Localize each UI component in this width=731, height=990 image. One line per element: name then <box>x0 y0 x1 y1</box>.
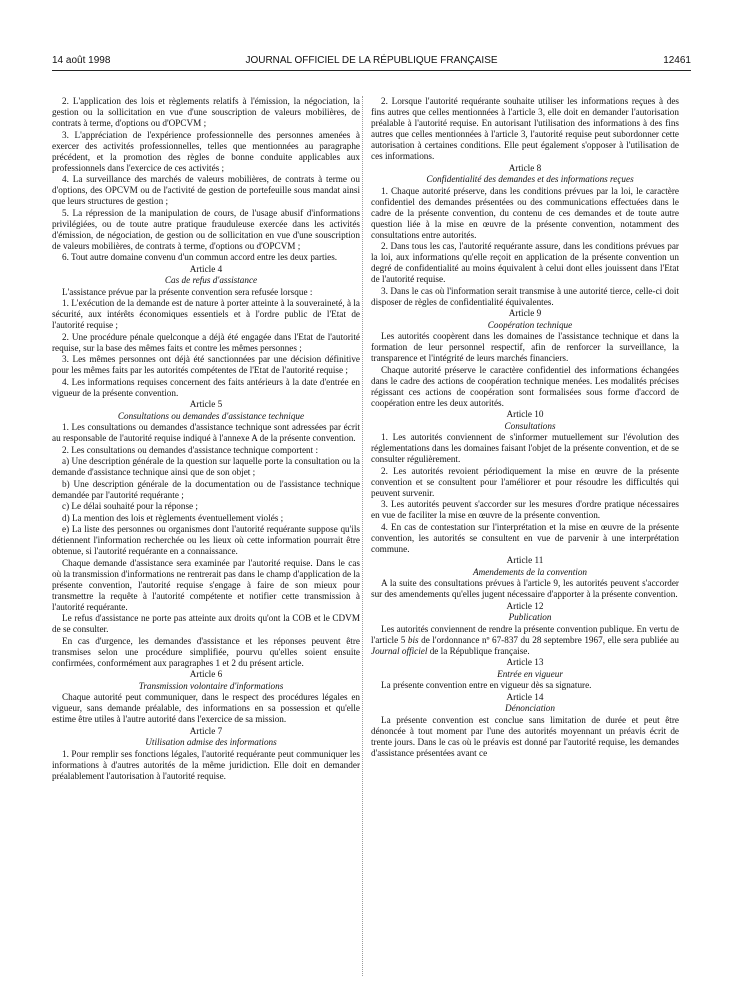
text-run-italic: Journal officiel <box>371 645 428 656</box>
paragraph: Chaque demande d'assistance sera examinée par l'autorité requise. Dans le cas où la transmission d'informations ne rentrerait pas dans le champ d'application de la présente convention, l'autorité requise s'engage à faire de son mieux pour transmettre la requête à l'autorité compétente et notifier cette transmission à l'autorité requérante. <box>52 557 360 612</box>
paragraph: 1. Les autorités conviennent de s'informer mutuellement sur l'évolution des réglementations dans les domaines faisant l'objet de la présente convention, et de se consulter régulièrement. <box>371 432 679 464</box>
paragraph: a) Une description générale de la question sur laquelle porte la consultation ou la demande d'assistance technique ainsi que de son objet ; <box>52 456 360 477</box>
paragraph: 2. Les autorités revoient périodiquement la mise en œuvre de la présente convention et se consultent pour l'améliorer et pour résoudre les difficultés qui peuvent survenir. <box>371 465 679 498</box>
article-title: Consultations ou demandes d'assistance technique <box>117 410 305 421</box>
paragraph: 3. Dans le cas où l'information serait transmise à une autorité tierce, celle-ci doit disposer de règles de confidentialité équivalentes. <box>371 285 679 307</box>
paragraph: A la suite des consultations prévues à l'article 9, les autorités peuvent s'accorder sur des amendements qu'elles jugent nécessaire d'apporter à la présente convention. <box>371 578 679 599</box>
article-title: Amendements de la convention <box>472 566 588 577</box>
paragraph: La présente convention entre en vigueur dès sa signature. <box>381 680 592 690</box>
article-heading: Article 8 <box>508 162 542 173</box>
article-heading: Article 10 <box>506 409 544 419</box>
header-rule <box>52 70 691 71</box>
article-title: Entrée en vigueur <box>497 668 563 679</box>
paragraph: 2. L'application des lois et règlements relatifs à l'émission, la négociation, la gestion ou la sollicitation en vue d'une souscription de valeurs mobilières, de contrats à terme, d'options ou d'OPCVM ; <box>52 96 360 128</box>
paragraph: 3. L'appréciation de l'expérience professionnelle des personnes amenées à exercer des activités professionnelles, telles que mentionnées au paragraphe précédent, et la promotion des règles de bonne conduite applicables aux professionnels dans l'exercice de ces activités ; <box>52 129 360 173</box>
article-heading: Article 13 <box>506 657 544 667</box>
text-run: de la République française. <box>427 645 530 656</box>
article-heading: Article 14 <box>506 691 544 702</box>
paragraph: 2. Lorsque l'autorité requérante souhaite utiliser les informations reçues à des fins autres que celles mentionnées à l'article 3, elle doit en demander l'autorisation préalable à l'autorité requise. En autorisant l'utilisation des informations à des fins autres que celles mentionnées à l'article 3, l'autorité requise peut subordonner cette autorisation à certaines conditions. Elle peut également s'opposer à l'utilisation de ces informations. <box>371 96 679 161</box>
article-title: Coopération technique <box>487 319 573 330</box>
paragraph: Le refus d'assistance ne porte pas atteinte aux droits qu'ont la COB et le CDVM de se consulter. <box>52 613 360 634</box>
article-heading: Article 5 <box>189 399 223 409</box>
paragraph: Les autorités coopèrent dans les domaines de l'assistance technique et dans la formation de leur personnel respectif, afin de renforcer la surveillance, la transparence et l'intégrité de leurs marchés financiers. <box>371 331 679 363</box>
article-heading: Article 7 <box>189 725 223 736</box>
paragraph: c) Le délai souhaité pour la réponse ; <box>62 501 198 511</box>
paragraph: 3. Les autorités peuvent s'accorder sur les mesures d'ordre pratique nécessaires en vue de faciliter la mise en œuvre de la présente convention. <box>371 499 679 520</box>
header-title: JOURNAL OFFICIEL DE LA RÉPUBLIQUE FRANÇAISE <box>245 55 498 66</box>
paragraph: 1. L'exécution de la demande est de nature à porter atteinte à la souveraineté, à la sécurité, aux intérêts économiques essentiels et à l'ordre public de l'Etat de l'autorité requise ; <box>52 298 360 330</box>
article-heading: Article 4 <box>189 263 223 274</box>
text-run: de l'ordonnance nº 67-837 du 28 septembre 1967, elle sera publiée au <box>418 634 679 645</box>
header-date: 14 août 1998 <box>52 55 111 66</box>
paragraph <box>371 624 679 657</box>
paragraph: 4. En cas de contestation sur l'interprétation et la mise en œuvre de la présente convention, les autorités se consultent en vue de parvenir à une interprétation commune. <box>371 521 679 554</box>
article-title: Dénonciation <box>504 703 555 713</box>
article-heading: Article 11 <box>506 555 544 565</box>
paragraph: 2. Dans tous les cas, l'autorité requérante assure, dans les conditions prévues par la loi, aux informations qu'elle reçoit en application de la présente convention un degré de confidentialité au moins équivalent à celui dont elles jouissent dans l'Etat de l'autorité requise. <box>371 241 679 284</box>
header-page-number: 12461 <box>663 55 691 66</box>
column-divider <box>362 96 363 976</box>
paragraph: b) Une description générale de la documentation ou de l'assistance technique demandée par l'autorité requérante ; <box>52 478 360 500</box>
paragraph: 2. Les consultations ou demandes d'assistance technique comportent : <box>62 444 319 455</box>
article-heading: Article 6 <box>189 669 223 679</box>
paragraph: En cas d'urgence, les demandes d'assistance et les réponses peuvent être transmises selon une procédure simplifiée, pourvu qu'elles soient ensuite confirmées, conformément aux paragraphes 1 et 2 du présent article. <box>52 635 360 668</box>
paragraph: 3. Les mêmes personnes ont déjà été sanctionnées par une décision définitive pour les mêmes faits par les autorités compétentes de l'Etat de l'autorité requise ; <box>52 354 360 375</box>
paragraph: 4. La surveillance des marchés de valeurs mobilières, de contrats à terme ou d'options, des OPCVM ou de l'activité de gestion de portefeuille sous mandat ainsi que leurs structures de gestion ; <box>52 174 360 206</box>
paragraph: 4. Les informations requises concernent des faits antérieurs à la date d'entrée en vigueur de la présente convention. <box>52 376 360 398</box>
article-title: Cas de refus d'assistance <box>164 275 258 285</box>
paragraph: Chaque autorité peut communiquer, dans le respect des procédures légales en vigueur, sans demande préalable, des informations en sa possession et qu'elle estime être utiles à l'autre autorité dans l'exercice de sa mission. <box>52 692 360 724</box>
article-title: Transmission volontaire d'informations <box>138 680 284 691</box>
text-run: Les autorités conviennent de rendre la présente convention publique. En vertu de l'article 5 <box>371 623 679 645</box>
paragraph: L'assistance prévue par la présente convention sera refusée lorsque : <box>62 286 313 297</box>
article-title: Utilisation admise des informations <box>145 737 277 747</box>
paragraph: 1. Pour remplir ses fonctions légales, l'autorité requérante peut communiquer les informations à d'autres autorités de la même juridiction. Elle doit en demander préalablement l'autorisation à l'autorité requise. <box>52 748 360 781</box>
article-title: Publication <box>508 612 552 622</box>
paragraph: e) La liste des personnes ou organismes dont l'autorité requérante suppose qu'ils détiennent l'information recherchée ou les lieux où cette information pourrait être obtenue, si l'autorité requérante en a connaissance. <box>52 524 360 556</box>
article-title: Consultations <box>504 420 556 431</box>
paragraph: 2. Une procédure pénale quelconque a déjà été engagée dans l'Etat de l'autorité requise, sur la base des mêmes faits et contre les mêmes personnes ; <box>52 331 360 353</box>
article-title: Confidentialité des demandes et des informations reçues <box>426 174 634 184</box>
paragraph: La présente convention est conclue sans limitation de durée et peut être dénoncée à tout moment par l'une des autorités moyennant un préavis écrit de trente jours. Dans le cas où le préavis est donné par l'autorité requise, les demandes d'assistance présentées avant ce <box>371 714 679 758</box>
paragraph: 6. Tout autre domaine convenu d'un commun accord entre les deux parties. <box>62 252 338 262</box>
text-run-italic: bis <box>407 634 419 645</box>
article-heading: Article 9 <box>508 308 542 318</box>
paragraph: 5. La répression de la manipulation de cours, de l'usage abusif d'informations privilégiées, ou de toute autre pratique frauduleuse exercée dans les activités d'émission, de négociation, de gestion ou de sollicitation en vue d'une souscription de valeurs mobilières, de contrats à terme, d'options ou d'OPCVM ; <box>52 207 360 251</box>
left-column <box>52 96 360 782</box>
right-column <box>371 96 679 759</box>
paragraph: d) La mention des lois et règlements éventuellement violés ; <box>62 512 284 523</box>
paragraph: 1. Les consultations ou demandes d'assistance technique sont adressées par écrit au responsable de l'autorité requise indiqué à l'annexe A de la présente convention. <box>52 422 360 443</box>
article-heading: Article 12 <box>506 600 544 611</box>
page-header <box>52 55 691 69</box>
paragraph: 1. Chaque autorité préserve, dans les conditions prévues par la loi, le caractère confidentiel des demandes présentées ou des communications effectuées dans le cadre de la présente convention, du contenu de ces demandes et de toute autre question liée à la mise en œuvre de la présente convention, notamment des consultations entre autorités. <box>371 185 679 240</box>
paragraph: Chaque autorité préserve le caractère confidentiel des informations échangées dans le cadre des actions de coopération technique menées. Les modalités précises régissant ces actions de coopération sont formalisées sous forme d'accord de coopération entre les deux autorités. <box>371 364 679 408</box>
